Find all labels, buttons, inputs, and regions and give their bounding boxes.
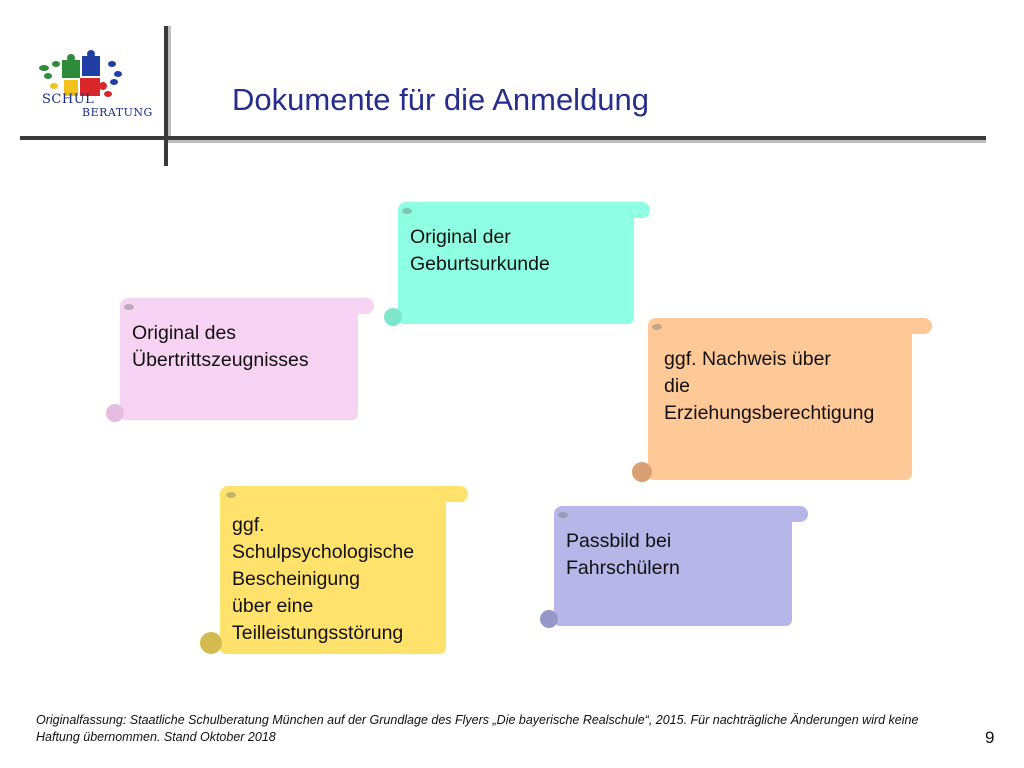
page-number: 9: [985, 728, 995, 747]
scroll-curl-bottom: [106, 404, 124, 422]
scroll-text: Original des Übertrittszeugnisses: [132, 322, 309, 371]
page-title: Dokumente für die Anmeldung: [232, 82, 650, 117]
scroll-curl-bottom: [540, 610, 558, 628]
scroll-curl-bottom: [632, 462, 652, 482]
scroll-curl-top: [402, 208, 412, 214]
logo-text-beratung: BERATUNG: [82, 106, 153, 119]
scroll-curl-top: [558, 512, 568, 518]
scroll-text: Original der Geburtsurkunde: [410, 226, 550, 275]
scroll-roll: [120, 298, 374, 314]
scroll-roll: [554, 506, 808, 522]
scroll-roll: [648, 318, 932, 334]
scroll-text: ggf. Schulpsychologische Bescheinigung über eine Teilleistungsstörung: [232, 514, 415, 644]
scroll-roll: [398, 202, 650, 218]
vertical-divider-shadow: [168, 26, 171, 136]
scroll-curl-top: [226, 492, 236, 498]
footer-source-note: Originalfassung: Staatliche Schulberatung München auf der Grundlage des Flyers „Die bayerische Realschule“, 2015. Für nachträgliche Änderungen wird keine Haftung übernommen. Stand Oktober 2018: [36, 713, 919, 744]
scroll-birth-certificate: [384, 202, 650, 328]
scroll-roll: [220, 486, 468, 502]
scroll-transfer-certificate: [106, 298, 374, 424]
scroll-curl-bottom: [384, 308, 402, 326]
scroll-text: Passbild bei Fahrschülern: [566, 530, 680, 579]
horizontal-divider-shadow: [168, 140, 986, 143]
scroll-psychology-certificate: [200, 486, 468, 658]
scroll-text: ggf. Nachweis über die Erziehungsberechtigung: [664, 348, 875, 424]
scroll-curl-bottom: [200, 632, 222, 654]
scroll-curl-top: [124, 304, 134, 310]
scroll-curl-top: [652, 324, 662, 330]
logo-text-schul: SCHUL: [42, 92, 95, 107]
scroll-passport-photo: [540, 506, 808, 630]
scroll-custody-proof: [632, 318, 932, 484]
